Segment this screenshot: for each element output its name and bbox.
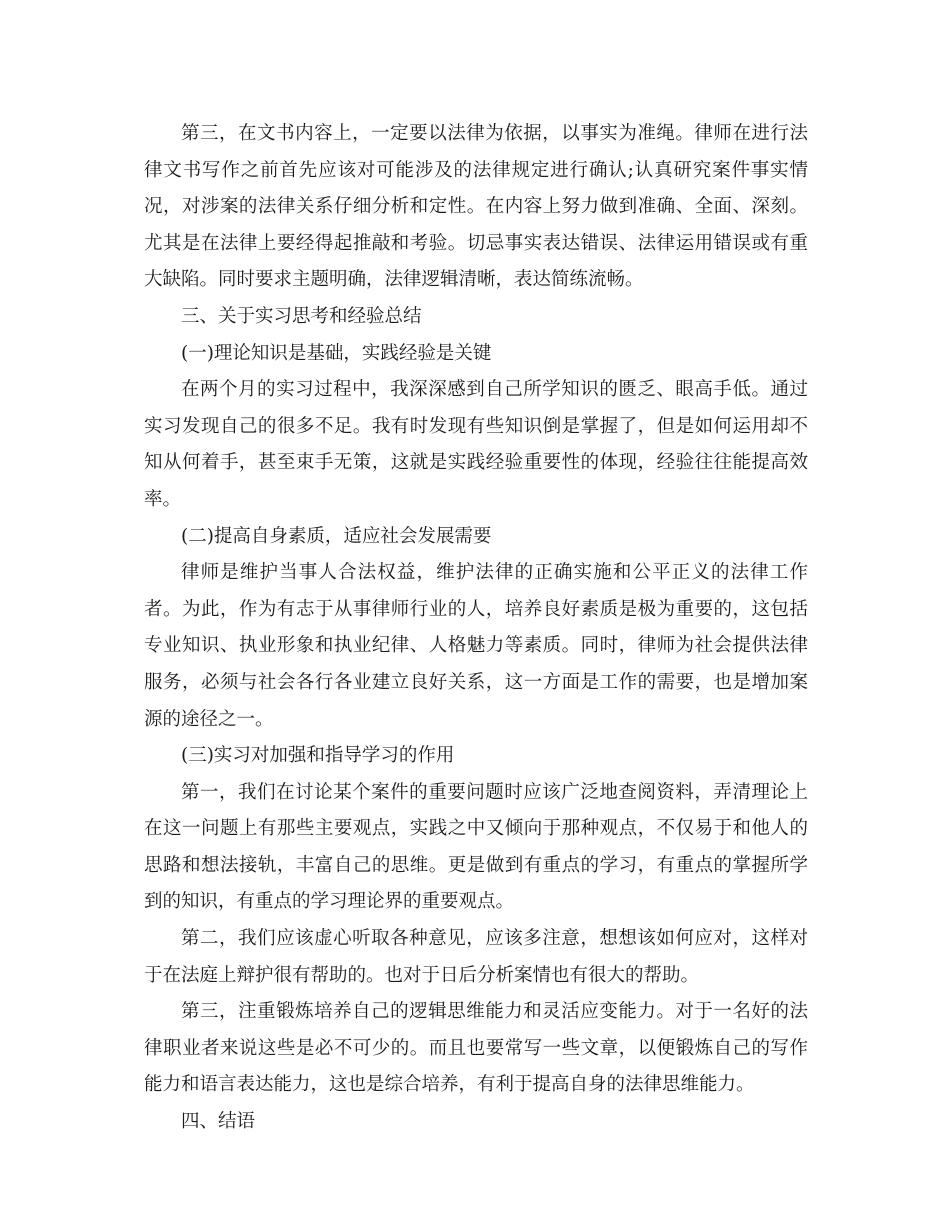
subheading-learning-role: (三)实习对加强和指导学习的作用 bbox=[181, 745, 455, 767]
paragraph-third-point: 第三，注重锻炼培养自己的逻辑思维能力和灵活应变能力。对于一名好的法律职业者来说这些是必不可少的。而且也要常写一些文章，以便锻炼自己的写作能力和语言表达能力，这也是综合培养，有利于提高自身的法律思维能力。 bbox=[144, 1001, 808, 1096]
paragraph-document-content: 第三，在文书内容上，一定要以法律为依据，以事实为准绳。律师在进行法律文书写作之前首先应该对可能涉及的法律规定进行确认;认真研究案件事实情况，对涉案的法律关系仔细分析和定性。在内容上努力做到准确、全面、深刻。尤其是在法律上要经得起推敲和考验。切忌事实表达错误、法律运用错误或有重大缺陷。同时要求主题明确，法律逻辑清晰，表达简练流畅。 bbox=[144, 123, 808, 291]
document-body bbox=[144, 116, 808, 1141]
subheading-self-quality: (二)提高自身素质，适应社会发展需要 bbox=[181, 525, 492, 547]
subheading-theory-practice: (一)理论知识是基础，实践经验是关键 bbox=[181, 342, 492, 364]
section-heading-conclusion: 四、结语 bbox=[181, 1111, 256, 1133]
section-heading-reflection: 三、关于实习思考和经验总结 bbox=[181, 305, 422, 327]
paragraph-second-point: 第二，我们应该虚心听取各种意见，应该多注意，想想该如何应对，这样对于在法庭上辩护很有帮助的。也对于日后分析案情也有很大的帮助。 bbox=[144, 928, 808, 986]
paragraph-internship-experience: 在两个月的实习过程中，我深深感到自己所学知识的匮乏、眼高手低。通过实习发现自己的很多不足。我有时发现有些知识倒是掌握了，但是如何运用却不知从何着手，甚至束手无策，这就是实践经验重要性的体现，经验往往能提高效率。 bbox=[144, 379, 808, 510]
paragraph-lawyer-quality: 律师是维护当事人合法权益，维护法律的正确实施和公平正义的法律工作者。为此，作为有志于从事律师行业的人，培养良好素质是极为重要的，这包括专业知识、执业形象和执业纪律、人格魅力等素质。同时，律师为社会提供法律服务，必须与社会各行各业建立良好关系，这一方面是工作的需要，也是增加案源的途径之一。 bbox=[144, 562, 808, 730]
paragraph-first-point: 第一，我们在讨论某个案件的重要问题时应该广泛地查阅资料，弄清理论上在这一问题上有那些主要观点，实践之中又倾向于那种观点，不仅易于和他人的思路和想法接轨，丰富自己的思维。更是做到有重点的学习，有重点的掌握所学到的知识，有重点的学习理论界的重要观点。 bbox=[144, 781, 808, 913]
